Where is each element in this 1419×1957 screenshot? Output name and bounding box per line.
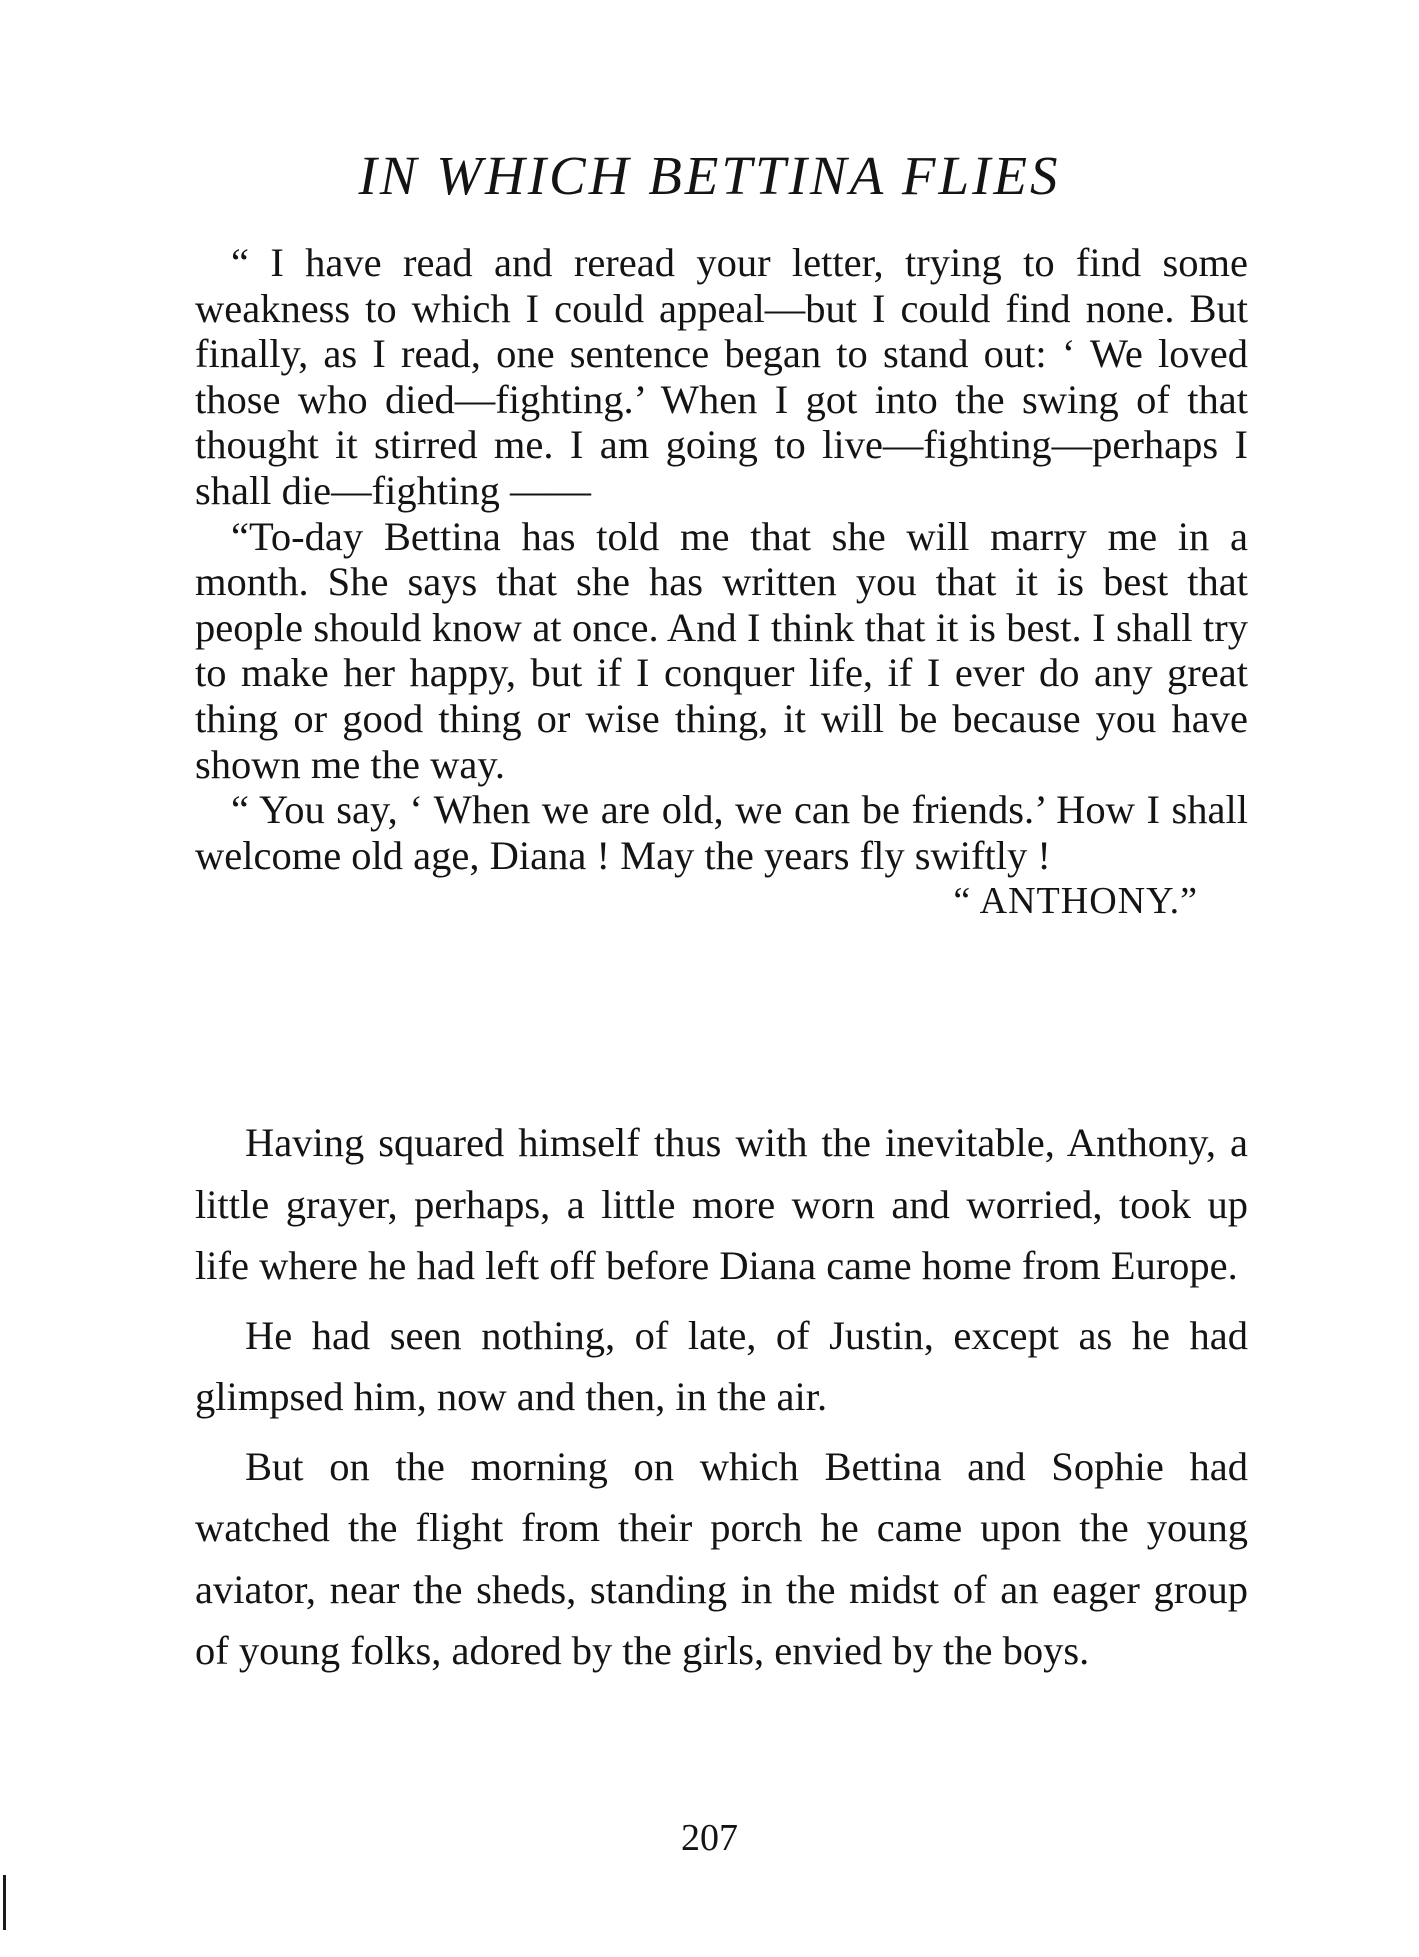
narrative-paragraph: He had seen nothing, of late, of Justin, except as he had glimpsed him, now and then, in the air. <box>195 1312 1248 1419</box>
letter-paragraph: “ I have read and reread your letter, trying to find some weakness to which I could appeal—but I could find none. But finally, as I read, one sentence began to stand out: ‘ We loved those who died—fighting.’ When I got into the swing of that thought it stirred me. I am going to live—fighting—perhaps I shall die—fighting —— <box>195 240 1248 513</box>
letter-paragraph: “To-day Bettina has told me that she will marry me in a month. She says that she has written you that it is best that people should know at once. And I think that it is best. I shall try to make her happy, but if I conquer life, if I ever do any great thing or good thing or wise thing, it will be because you have shown me the way. <box>195 513 1248 787</box>
narrative-block <box>195 1112 1248 1690</box>
narrative-paragraph: But on the morning on which Bettina and Sophie had watched the flight from their porch he came upon the young aviator, near the sheds, standing in the midst of an eager group of young folks, adored by the girls, envied by the boys. <box>195 1443 1248 1673</box>
letter-paragraph: “ You say, ‘ When we are old, we can be friends.’ How I shall welcome old age, Diana ! May the years fly swiftly ! <box>195 787 1248 878</box>
scan-edge-mark <box>3 1875 6 1930</box>
running-head: IN WHICH BETTINA FLIES <box>358 145 1061 206</box>
letter-signature <box>195 878 1248 924</box>
signature-text: “ ANTHONY.” <box>953 880 1198 923</box>
page-number: 207 <box>681 1817 738 1859</box>
letter-block <box>195 240 1248 924</box>
narrative-paragraph: Having squared himself thus with the inevitable, Anthony, a little grayer, perhaps, a little more worn and worried, took up life where he had left off before Diana came home from Europe. <box>195 1120 1248 1288</box>
